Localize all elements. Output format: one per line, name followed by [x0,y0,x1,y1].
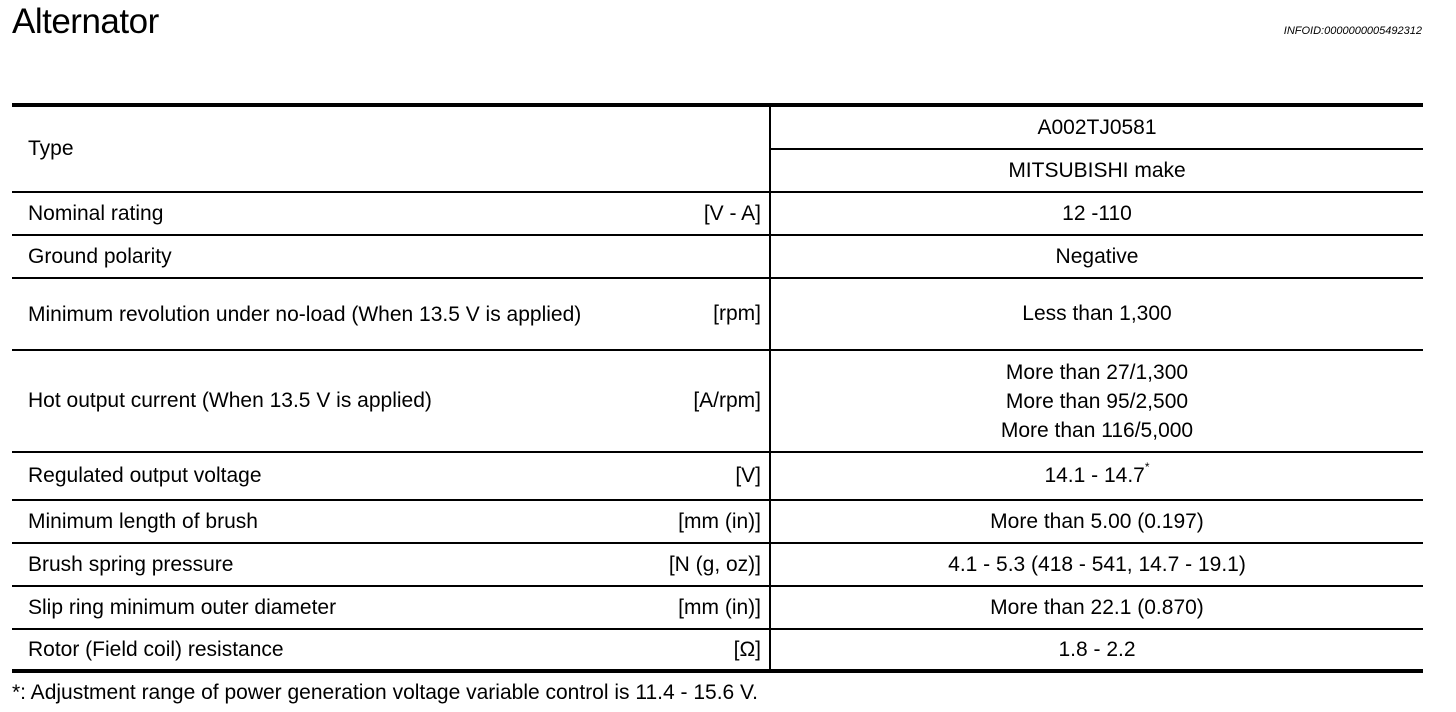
row-value: 12 -110 [770,192,1423,235]
type-label: Type [28,137,74,160]
row-unit: [mm (in)] [635,586,770,629]
row-label [12,278,635,350]
row-value [770,452,1423,500]
row-unit: [Ω] [635,629,770,671]
info-id: INFOID:0000000005492312 [1283,25,1422,37]
row-unit: [N (g, oz)] [635,543,770,586]
row-label: Minimum length of brush [12,500,635,543]
value-line: More than 95/2,500 [1005,389,1189,413]
table-row [12,452,1423,500]
row-unit: [A/rpm] [635,350,770,452]
table-row [12,278,1423,350]
footnote: *: Adjustment range of power generation voltage variable control is 11.4 - 15.6 V. [12,681,758,704]
footnote-marker: * [1144,460,1150,474]
table-row [12,235,1423,278]
row-label: Nominal rating [12,192,635,235]
table-row [12,543,1423,586]
row-unit: [mm (in)] [635,500,770,543]
page-title: Alternator [12,2,159,41]
row-label-text: Minimum revolution under no-load (When 13.5 V is applied) [28,302,582,326]
table-row [12,586,1423,629]
type-model-value: A002TJ0581 [770,105,1423,149]
table-row [12,500,1423,543]
row-value: More than 5.00 (0.197) [770,500,1423,543]
row-label: Rotor (Field coil) resistance [12,629,635,671]
value-line: More than 27/1,300 [1005,360,1189,384]
row-value: Less than 1,300 [770,278,1423,350]
value-line: More than 116/5,000 [1000,418,1194,442]
value-text: 14.1 - 14.7 [1044,464,1145,487]
row-value [770,350,1423,452]
row-unit: [rpm] [635,278,770,350]
row-value: More than 22.1 (0.870) [770,586,1423,629]
row-label: Brush spring pressure [12,543,635,586]
table-row [12,192,1423,235]
row-unit: [V - A] [635,192,770,235]
row-label: Slip ring minimum outer diameter [12,586,635,629]
table-row [12,629,1423,671]
row-value: Negative [770,235,1423,278]
row-unit: [V] [635,452,770,500]
row-value: 1.8 - 2.2 [770,629,1423,671]
type-make-value: MITSUBISHI make [770,149,1423,192]
specification-table [12,103,1423,673]
table-row [12,105,1423,149]
row-label: Hot output current (When 13.5 V is applied) [12,350,635,452]
table-row [12,350,1423,452]
row-value: 4.1 - 5.3 (418 - 541, 14.7 - 19.1) [770,543,1423,586]
row-label: Regulated output voltage [12,452,635,500]
row-label: Ground polarity [12,235,635,278]
row-unit [635,235,770,278]
